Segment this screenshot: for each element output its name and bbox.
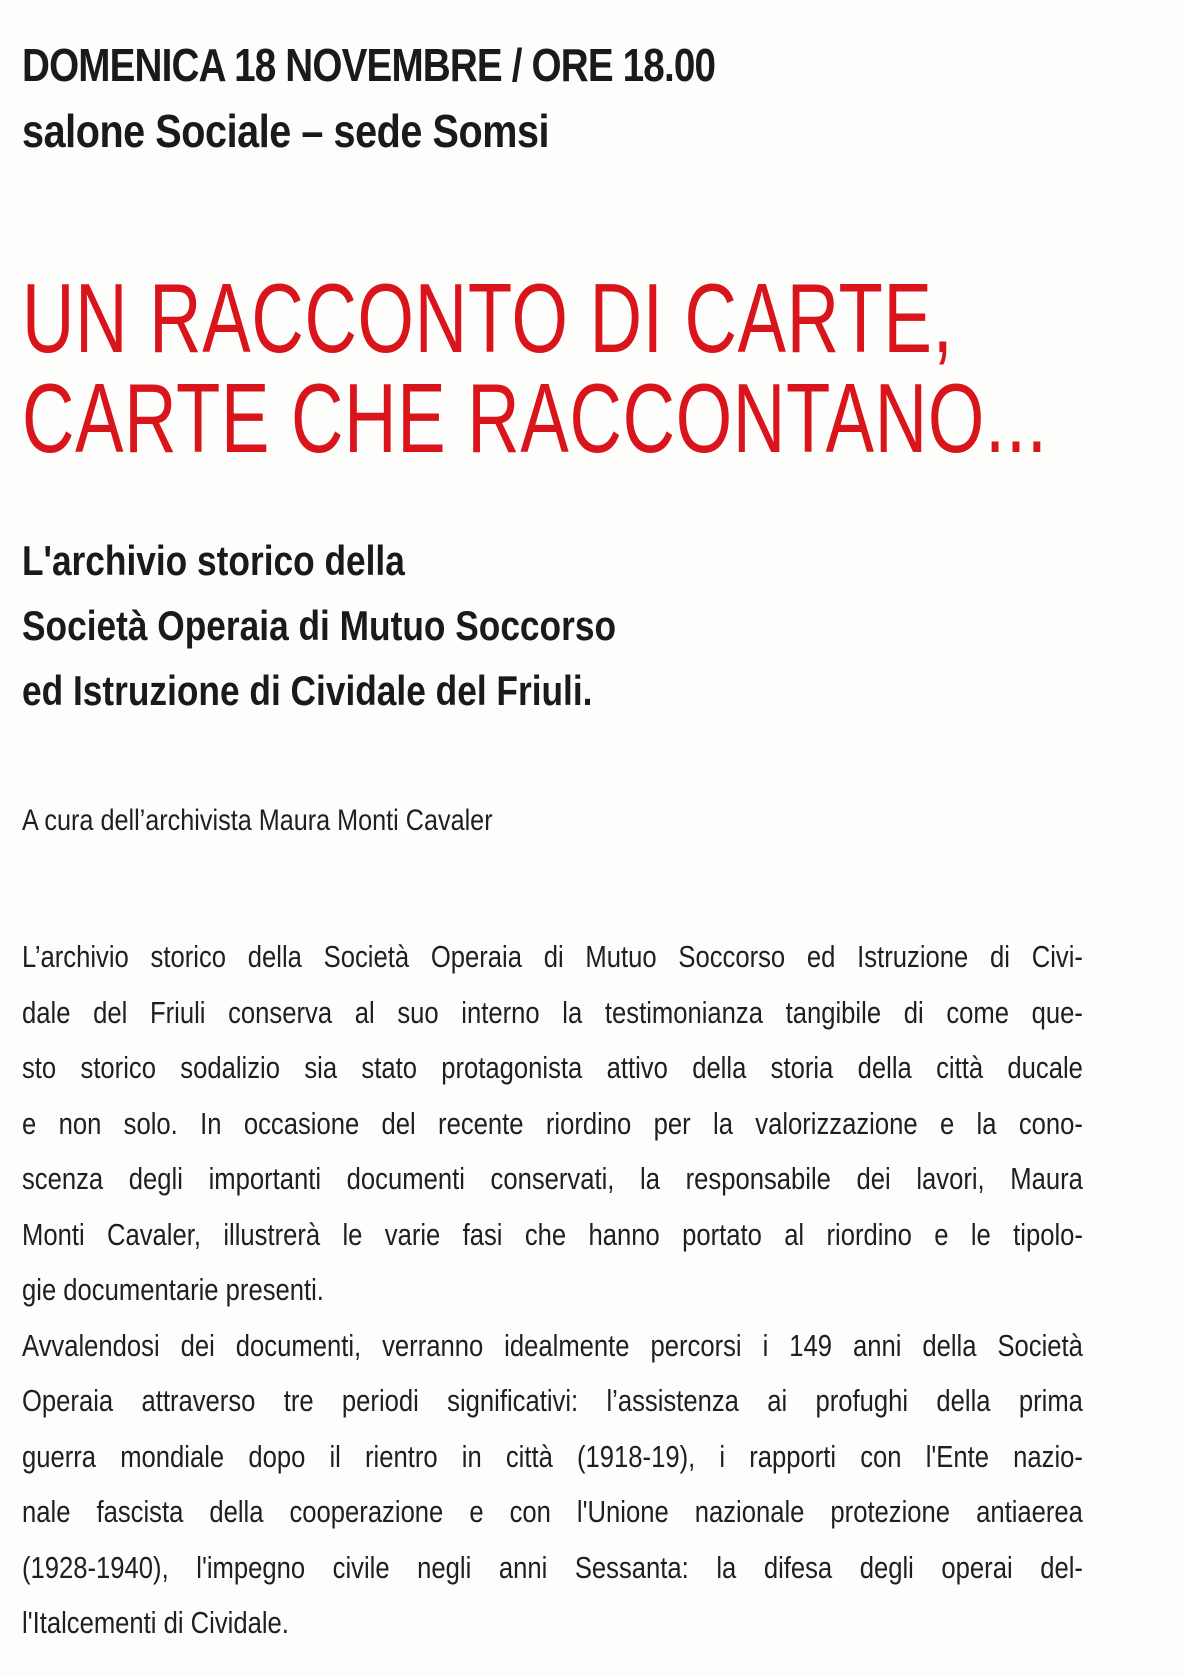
body-line: Avvalendosi dei documenti, verranno idealmente percorsi i 149 anni della Società xyxy=(22,1328,1083,1363)
body-line: (1928-1940), l'impegno civile negli anni Sessanta: la difesa degli operai del- xyxy=(22,1550,1083,1585)
subtitle-line-1: L'archivio storico della xyxy=(22,537,405,584)
headline-line-2: CARTE CHE RACCONTANO... xyxy=(22,363,1048,473)
body-line: l'Italcementi di Cividale. xyxy=(22,1606,289,1640)
curator-credit: A cura dell’archivista Maura Monti Cavaler xyxy=(22,804,493,837)
body-line: gie documentarie presenti. xyxy=(22,1273,324,1307)
headline xyxy=(22,263,1048,473)
body-line: L’archivio storico della Società Operaia di Mutuo Soccorso ed Istruzione di Civi- xyxy=(22,940,1083,974)
subtitle-line-2: Società Operaia di Mutuo Soccorso xyxy=(22,602,617,649)
body-line: Operaia attraverso tre periodi significativi: l’assistenza ai profughi della prima xyxy=(22,1384,1083,1418)
body-line: e non solo. In occasione del recente riordino per la valorizzazione e la cono- xyxy=(22,1106,1083,1141)
body-line: Monti Cavaler, illustrerà le varie fasi che hanno portato al riordino e le tipolo- xyxy=(22,1217,1083,1252)
body-line: sto storico sodalizio sia stato protagonista attivo della storia della città ducale xyxy=(22,1051,1083,1085)
body-paragraphs xyxy=(22,930,1173,1652)
subtitle-line-3: ed Istruzione di Cividale del Friuli. xyxy=(22,667,593,714)
headline-line-1: UN RACCONTO DI CARTE, xyxy=(22,263,954,373)
event-datetime: DOMENICA 18 NOVEMBRE / ORE 18.00 xyxy=(22,39,716,91)
body-line: dale del Friuli conserva al suo interno la testimonianza tangibile di come que- xyxy=(22,995,1083,1030)
subtitle xyxy=(22,528,616,723)
event-venue: salone Sociale – sede Somsi xyxy=(22,105,550,157)
body-line: nale fascista della cooperazione e con l'Unione nazionale protezione antiaerea xyxy=(22,1495,1083,1529)
body-line: guerra mondiale dopo il rientro in città (1918-19), i rapporti con l'Ente nazio- xyxy=(22,1439,1083,1474)
body-line: scenza degli importanti documenti conservati, la responsabile dei lavori, Maura xyxy=(22,1162,1083,1196)
